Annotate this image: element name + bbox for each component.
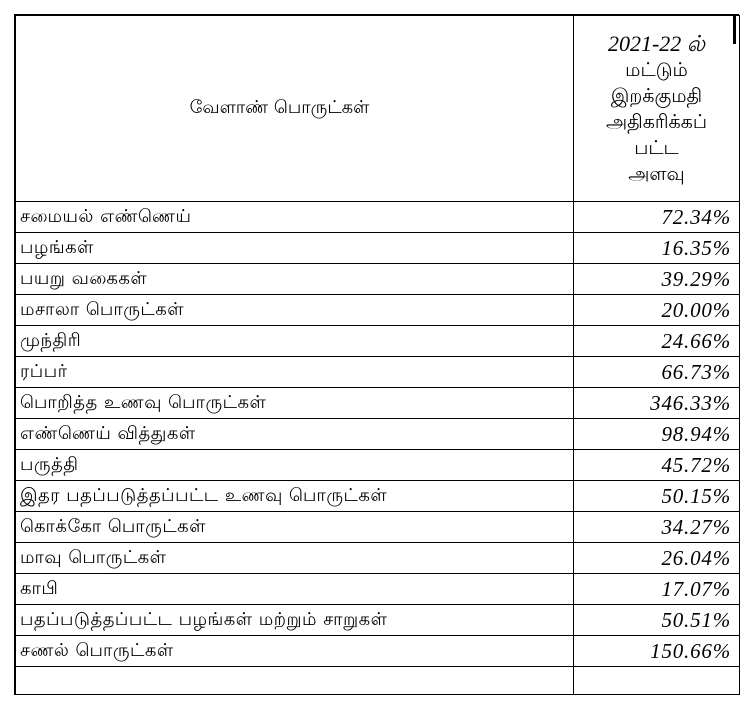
value-cell: 346.33% xyxy=(574,388,740,419)
table-row xyxy=(16,543,740,574)
value-cell: 72.34% xyxy=(574,202,740,233)
value-cell: 98.94% xyxy=(574,419,740,450)
product-cell: முந்திரி xyxy=(16,326,574,357)
product-cell: காபி xyxy=(16,574,574,605)
value-cell: 50.15% xyxy=(574,481,740,512)
table-row xyxy=(16,481,740,512)
value-cell: 45.72% xyxy=(574,450,740,481)
value-cell: 34.27% xyxy=(574,512,740,543)
table-row xyxy=(16,512,740,543)
header-line: மட்டும் xyxy=(625,58,688,81)
product-cell: பதப்படுத்தப்பட்ட பழங்கள் மற்றும் சாறுகள் xyxy=(16,605,574,636)
header-row xyxy=(16,16,740,202)
value-cell: 16.35% xyxy=(574,233,740,264)
header-line: பட்ட xyxy=(634,136,679,159)
product-cell: பழங்கள் xyxy=(16,233,574,264)
empty-cell xyxy=(16,667,574,695)
header-line: இறக்குமதி xyxy=(610,84,703,107)
table-row xyxy=(16,636,740,667)
value-cell: 150.66% xyxy=(574,636,740,667)
quantity-column-header xyxy=(574,16,740,202)
product-cell: ரப்பர் xyxy=(16,357,574,388)
value-cell: 20.00% xyxy=(574,295,740,326)
product-cell: மசாலா பொருட்கள் xyxy=(16,295,574,326)
product-cell: சமையல் எண்ணெய் xyxy=(16,202,574,233)
table-row xyxy=(16,605,740,636)
header-year: 2021-22 ல் xyxy=(607,30,706,56)
table-row xyxy=(16,202,740,233)
value-cell: 66.73% xyxy=(574,357,740,388)
table-row xyxy=(16,264,740,295)
value-cell: 39.29% xyxy=(574,264,740,295)
product-cell: கொக்கோ பொருட்கள் xyxy=(16,512,574,543)
header-line: அளவு xyxy=(628,162,685,185)
product-cell: பயறு வகைகள் xyxy=(16,264,574,295)
value-cell: 17.07% xyxy=(574,574,740,605)
product-cell: பருத்தி xyxy=(16,450,574,481)
import-table xyxy=(15,15,740,695)
table-row xyxy=(16,388,740,419)
table-row xyxy=(16,574,740,605)
table-row xyxy=(16,450,740,481)
product-cell: பொறித்த உணவு பொருட்கள் xyxy=(16,388,574,419)
table-row xyxy=(16,295,740,326)
table-row xyxy=(16,233,740,264)
table-row xyxy=(16,326,740,357)
product-column-header: வேளாண் பொருட்கள் xyxy=(16,16,574,202)
value-cell: 50.51% xyxy=(574,605,740,636)
header-line: அதிகரிக்கப் xyxy=(606,110,707,133)
value-cell: 24.66% xyxy=(574,326,740,357)
value-cell: 26.04% xyxy=(574,543,740,574)
table-row xyxy=(16,357,740,388)
empty-row xyxy=(16,667,740,695)
product-cell: மாவு பொருட்கள் xyxy=(16,543,574,574)
product-cell: இதர பதப்படுத்தப்பட்ட உணவு பொருட்கள் xyxy=(16,481,574,512)
empty-cell xyxy=(574,667,740,695)
product-cell: சணல் பொருட்கள் xyxy=(16,636,574,667)
product-cell: எண்ணெய் வித்துகள் xyxy=(16,419,574,450)
table-frame xyxy=(14,14,739,695)
table-row xyxy=(16,419,740,450)
